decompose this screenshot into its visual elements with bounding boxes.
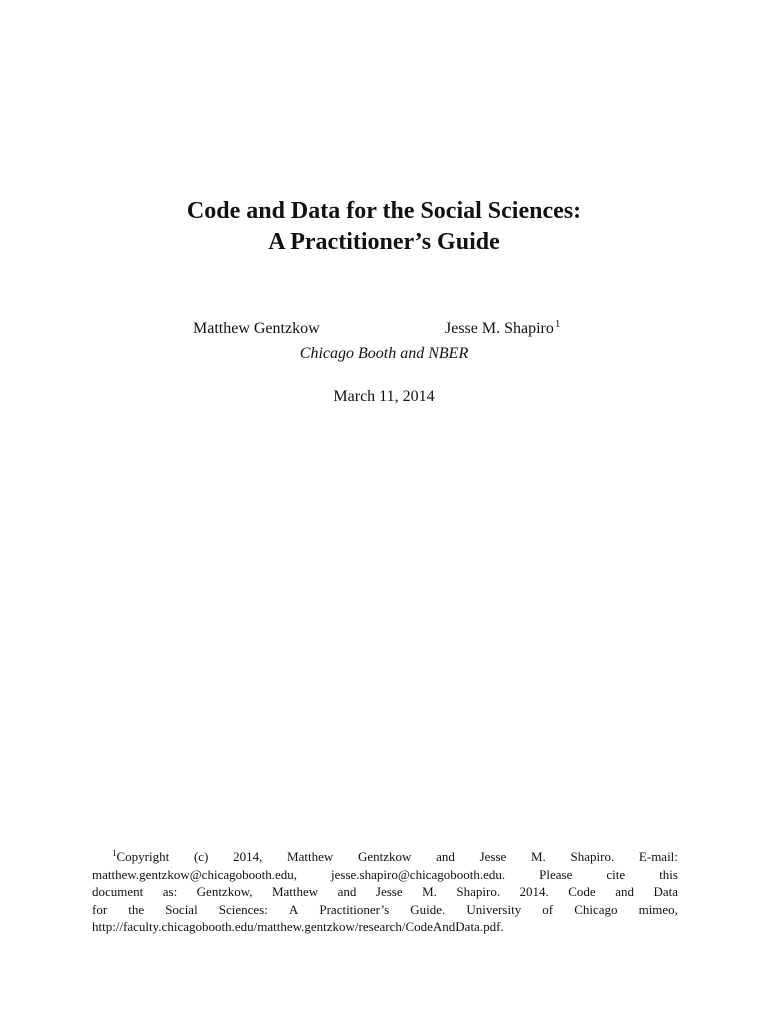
footnote-line-2	[92, 866, 678, 884]
footnote-word: $^1$Copyright	[112, 848, 170, 864]
footnote-word: Please	[539, 866, 573, 882]
footnote-word: E-mail:	[638, 849, 678, 864]
footnote-word: M.	[531, 849, 546, 864]
affiliation: Chicago Booth and NBER	[299, 345, 469, 362]
author-gentzkow: Matthew Gentzkow	[193, 320, 320, 337]
footnote-word: Gentzkow	[357, 849, 412, 864]
footnote-url: http://faculty.chicagobooth.edu/matthew.gentzkow/research/CodeAndData.pdf.	[92, 919, 504, 935]
footnote-word: cite	[606, 866, 626, 882]
footnote-word: Shapiro.	[570, 849, 615, 864]
footnote-word: matthew.gentzkow@chicagobooth.edu,	[92, 866, 297, 882]
footnote-word: Jesse	[375, 884, 403, 900]
footnote-word: the	[128, 901, 145, 917]
footnote-word: jesse.shapiro@chicagobooth.edu.	[331, 866, 506, 882]
footnote-word: and	[337, 884, 357, 900]
footnote-word: document	[92, 884, 144, 900]
footnote-word: Matthew	[271, 884, 319, 900]
footnote-word: Matthew	[287, 849, 334, 864]
title-line-2: A Practitioner’s Guide	[268, 229, 500, 255]
footnote-word: as:	[162, 884, 178, 900]
footnote-word: M.	[422, 884, 437, 900]
footnote-word: University	[466, 901, 522, 917]
footnote-word: mimeo,	[638, 901, 678, 917]
paper-title	[0, 196, 768, 258]
footnote-line-3	[92, 883, 678, 901]
footnote-word: this	[659, 866, 678, 882]
author-shapiro: Jesse M. Shapiro	[445, 320, 554, 337]
footnote-word: Chicago	[574, 901, 618, 917]
footnote-word: and	[615, 884, 634, 900]
footnote-word: 2014,	[233, 849, 263, 864]
footnote-word: Sciences:	[218, 901, 268, 917]
author-shapiro-wrapper	[445, 320, 560, 338]
footnote-word: and	[436, 849, 455, 864]
author-footnote-mark: 1	[554, 318, 561, 330]
footnote-word: of	[542, 901, 554, 917]
footnote-word: A	[288, 901, 299, 917]
footnote-line-1	[92, 848, 678, 866]
footnote-word: Code	[568, 884, 596, 900]
footnote-word: 2014.	[519, 884, 549, 900]
footnote-word: for	[92, 901, 108, 917]
footnote-word: Jesse	[479, 849, 507, 864]
footnote-line-4	[92, 901, 678, 919]
footnote-word: Practitioner’s	[319, 901, 390, 917]
paper-date: March 11, 2014	[333, 388, 435, 405]
footnote-word: Gentzkow,	[196, 884, 253, 900]
footnote-word: (c)	[193, 849, 209, 864]
title-line-1: Code and Data for the Social Sciences:	[186, 198, 582, 224]
copyright-footnote	[92, 848, 678, 936]
footnote-word: Social	[165, 901, 198, 917]
author-block	[0, 318, 768, 342]
footnote-mark: 1	[112, 848, 117, 858]
footnote-word: Shapiro.	[456, 884, 501, 900]
footnote-word: Data	[653, 884, 678, 900]
footnote-word: Guide.	[410, 901, 446, 917]
